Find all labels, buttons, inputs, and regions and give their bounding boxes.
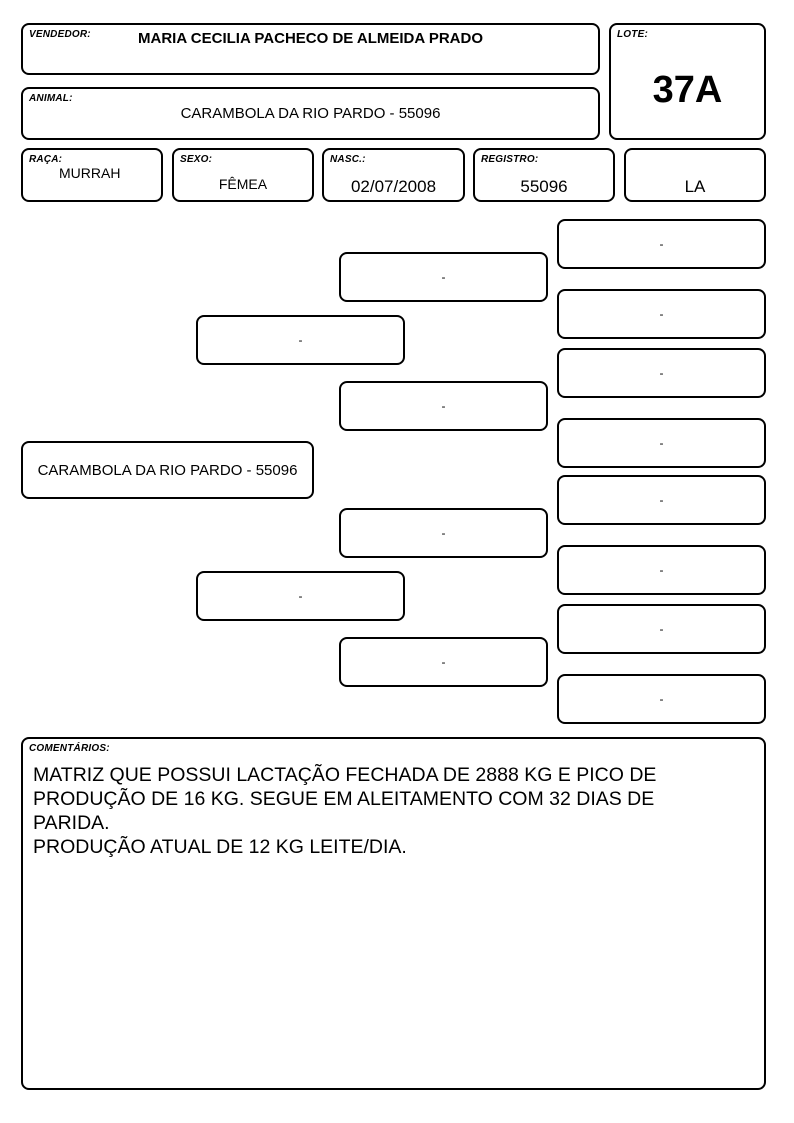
nasc-label: NASC.: [330, 154, 366, 165]
vendedor-value: MARIA CECILIA PACHECO DE ALMEIDA PRADO [138, 30, 483, 47]
pedigree-great-grandparent: - [557, 348, 766, 398]
extra-box [624, 148, 766, 202]
sexo-value: FÊMEA [218, 176, 268, 192]
animal-label: ANIMAL: [29, 93, 73, 104]
comments-label: COMENTÁRIOS: [29, 743, 110, 754]
pedigree-grandparent: - [339, 508, 548, 558]
raca-label: RAÇA: [29, 154, 63, 165]
comments-box [21, 737, 766, 1090]
pedigree-great-grandparent: - [557, 418, 766, 468]
pedigree-parent-sire: - [196, 315, 405, 365]
pedigree-great-grandparent: - [557, 289, 766, 339]
pedigree-great-grandparent: - [557, 674, 766, 724]
sexo-label: SEXO: [180, 154, 213, 165]
pedigree-great-grandparent: - [557, 604, 766, 654]
registro-box [473, 148, 615, 202]
pedigree-grandparent: - [339, 381, 548, 431]
vendedor-box [21, 23, 600, 75]
pedigree-great-grandparent: - [557, 545, 766, 595]
sexo-box [172, 148, 314, 202]
nasc-value: 02/07/2008 [350, 177, 437, 196]
pedigree-grandparent: - [339, 252, 548, 302]
comments-text: MATRIZ QUE POSSUI LACTAÇÃO FECHADA DE 2888 KG E PICO DE PRODUÇÃO DE 16 KG. SEGUE EM ALEITAMENTO COM 32 DIAS DE PARIDA. PRODUÇÃO ATUAL DE 12 KG LEITE/DIA. [33, 764, 657, 858]
animal-box [21, 87, 600, 140]
raca-value: MURRAH [59, 165, 121, 181]
lote-value: 37A [652, 69, 723, 111]
animal-value: CARAMBOLA DA RIO PARDO - 55096 [180, 105, 441, 122]
raca-box [21, 148, 163, 202]
registro-value: 55096 [520, 177, 568, 196]
lote-box [609, 23, 766, 140]
vendedor-label: VENDEDOR: [29, 29, 91, 40]
pedigree-parent-dam: - [196, 571, 405, 621]
registro-label: REGISTRO: [481, 154, 539, 165]
pedigree-animal: CARAMBOLA DA RIO PARDO - 55096 [21, 441, 314, 499]
nasc-box [322, 148, 465, 202]
extra-value: LA [684, 177, 706, 196]
lote-label: LOTE: [617, 29, 648, 40]
pedigree-great-grandparent: - [557, 219, 766, 269]
pedigree-grandparent: - [339, 637, 548, 687]
pedigree-great-grandparent: - [557, 475, 766, 525]
